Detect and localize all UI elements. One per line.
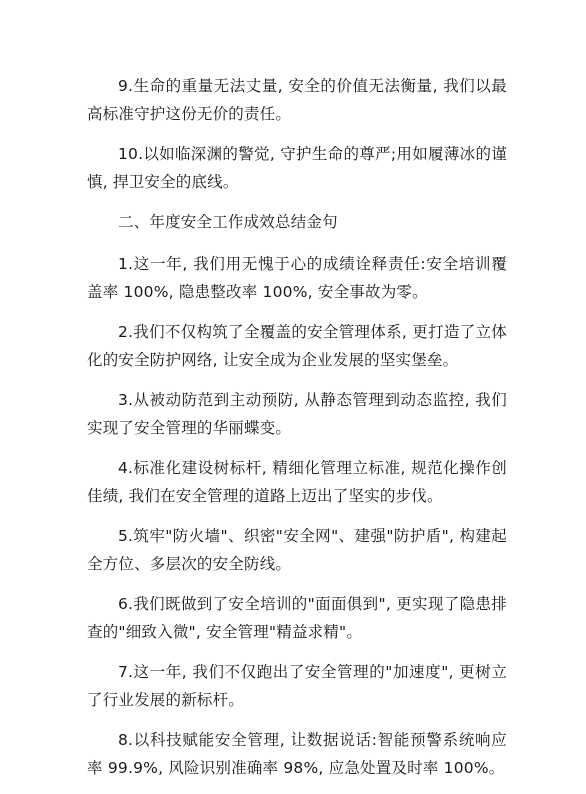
paragraph-item-2: 2.我们不仅构筑了全覆盖的安全管理体系, 更打造了立体化的安全防护网络, 让安全成为企业发展的坚实堡垒。	[87, 323, 507, 369]
paragraph-item-5: 5.筑牢"防火墙"、织密"安全网"、建强"防护盾", 构建起全方位、多层次的安全防线。	[87, 527, 507, 573]
paragraph-item-4: 4.标准化建设树标杆, 精细化管理立标准, 规范化操作创佳绩, 我们在安全管理的道路上迈出了坚实的步伐。	[87, 459, 507, 505]
paragraph-item-10: 10.以如临深渊的警觉, 守护生命的尊严;用如履薄冰的谨慎, 捍卫安全的底线。	[87, 145, 507, 191]
paragraph-item-9: 9.生命的重量无法丈量, 安全的价值无法衡量, 我们以最高标准守护这份无价的责任。	[87, 77, 507, 123]
paragraph-item-6: 6.我们既做到了安全培训的"面面俱到", 更实现了隐患排查的"细致入微", 安全管理"精益求精"。	[87, 595, 507, 641]
section-heading: 二、年度安全工作成效总结金句	[118, 213, 338, 231]
paragraph-item-3: 3.从被动防范到主动预防, 从静态管理到动态监控, 我们实现了安全管理的华丽蝶变。	[87, 391, 507, 437]
paragraph-item-7: 7.这一年, 我们不仅跑出了安全管理的"加速度", 更树立了行业发展的新标杆。	[87, 663, 507, 709]
paragraph-item-1: 1.这一年, 我们用无愧于心的成绩诠释责任:安全培训覆盖率 100%, 隐患整改率 100%, 安全事故为零。	[87, 255, 507, 301]
paragraph-item-8: 8.以科技赋能安全管理, 让数据说话:智能预警系统响应率 99.9%, 风险识别准确率 98%, 应急处置及时率 100%。	[87, 731, 507, 777]
document-page	[87, 72, 507, 794]
